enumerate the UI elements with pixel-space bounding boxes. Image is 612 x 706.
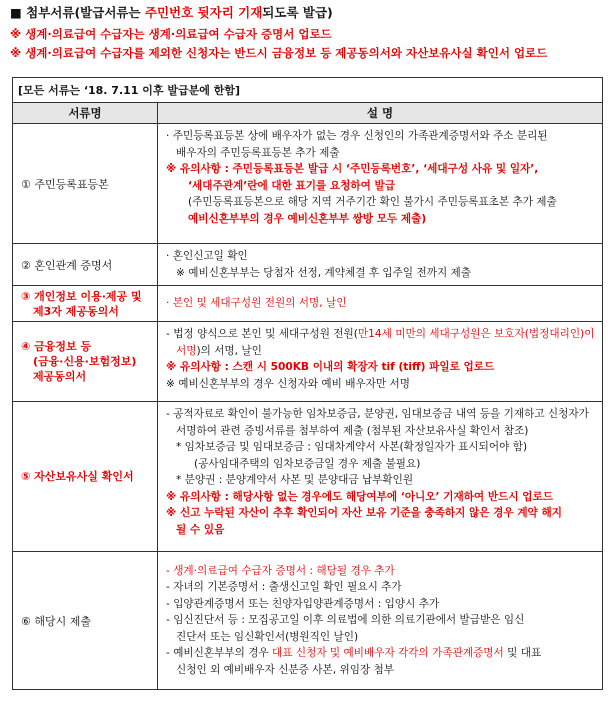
table-row	[13, 552, 603, 690]
desc-line: - 임신진단서 등 : 모집공고일 이후 의료법에 의한 의료기관에서 발급받은 임신	[166, 614, 525, 627]
desc-line: 진단서 또는 임신확인서(병원직인 날인)	[176, 630, 359, 643]
desc-line: * 분양권 : 분양계약서 사본 및 분양대금 납부확인원	[176, 474, 414, 486]
doc-name: ⑥ 해당시 제출	[13, 552, 158, 690]
table-caption: [모든 서류는 ‘18. 7.11 이후 발급분에 한함]	[13, 78, 603, 103]
doc-description	[158, 552, 603, 690]
desc-text: - 법정 양식으로 본인 및 세대구성원 전원(	[166, 328, 358, 340]
desc-line: ※ 예비신혼부부의 경우 신청자와 예비 배우자만 서명	[166, 377, 410, 390]
title-text: ■ 첨부서류(발급서류는	[10, 5, 145, 20]
desc-line: ※ 유의사항 : 스캔 시 500KB 이내의 확장자 tif (tiff) 파일로 업로드	[166, 361, 495, 373]
desc-text: - 예비신혼부부의 경우	[166, 647, 273, 660]
desc-line: - 입양관계증명서 또는 친양자입양관계증명서 : 입양시 추가	[166, 597, 440, 610]
desc-line: 신청인 외 예비배우자 신분증 사본, 위임장 첨부	[176, 663, 395, 676]
desc-line: ※ 유의사항 : 해당사항 없는 경우에도 해당여부에 ‘아니오’ 기재하여 반드시 업로드	[166, 490, 553, 503]
desc-line: · 본인 및 세대구성원 전원의 서명, 날인	[166, 297, 347, 310]
desc-highlight: 서명	[176, 344, 197, 357]
doc-name: ① 주민등록표등본	[13, 124, 158, 244]
desc-text: 및 대표	[503, 647, 542, 660]
doc-description	[158, 124, 603, 244]
desc-line: 될 수 있음	[176, 523, 225, 536]
column-header-name: 서류명	[13, 103, 158, 124]
doc-name-line: ③ 개인정보 이용·제공 및	[21, 289, 142, 303]
doc-name-line: 제공동의서	[33, 370, 87, 383]
doc-description	[158, 322, 603, 402]
doc-name: ② 혼인관계 증명서	[13, 244, 158, 286]
title-highlight: 주민번호 뒷자리 기재	[144, 5, 263, 20]
desc-line: ※ 예비신혼부부는 당첨자 선정, 계약체결 후 입주일 전까지 제출	[176, 266, 472, 279]
desc-line: ※ 유의사항 : 주민등록표등본 발급 시 ‘주민등록번호’, ‘세대구성 사유 및 일자’,	[166, 163, 539, 175]
doc-name	[13, 322, 158, 402]
desc-line: 서명하여 관련 증빙서류를 첨부하여 제출 (첨부된 자산보유사실 확인서 참조)	[176, 424, 529, 437]
desc-highlight: 만14세 미만의 세대구성원은 보호자(법정대리인)이	[357, 328, 595, 340]
desc-line: · 주민등록표등본 상에 배우자가 없는 경우 신청인의 가족관계증명서와 주소 분리된	[166, 130, 548, 142]
desc-line: * 임차보증금 및 임대보증금 : 임대차계약서 사본(확정일자가 표시되어야 함)	[176, 441, 528, 453]
doc-name-line: ④ 금융정보 등	[21, 340, 92, 353]
desc-line: 예비신혼부부의 경우 예비신혼부부 쌍방 모두 제출)	[188, 212, 427, 225]
doc-name-line: 제3자 제공동의서	[33, 304, 119, 318]
note-1: ※ 생계·의료급여 수급자는 생계·의료급여 수급자 증명서 업로드	[10, 27, 332, 41]
doc-name	[13, 286, 158, 322]
documents-table	[12, 77, 603, 690]
desc-line: (공사임대주택의 임차보증금일 경우 제출 불필요)	[194, 457, 421, 470]
doc-description	[158, 244, 603, 286]
table-row	[13, 124, 603, 244]
desc-line: 배우자의 주민등록표등본 추가 제출	[176, 146, 340, 159]
title-text-end: 되도록 발급)	[262, 5, 333, 20]
note-2: ※ 생계·의료급여 수급자를 제외한 신청자는 반드시 금융정보 등 제공동의서와 자산보유사실 확인서 업로드	[10, 46, 548, 60]
doc-name: ⑤ 자산보유사실 확인서	[13, 402, 158, 552]
section-title	[10, 3, 333, 21]
desc-line: ‘세대주관계’란에 대한 표기를 요청하여 발급	[188, 179, 396, 192]
desc-line: - 공적자료로 확인이 불가능한 임차보증금, 분양권, 임대보증금 내역 등을 기재하고 신청자가	[166, 408, 589, 420]
table-row	[13, 286, 603, 322]
desc-text: )의 서명, 날인	[196, 344, 262, 357]
doc-description	[158, 286, 603, 322]
table-row	[13, 322, 603, 402]
desc-line: · 혼인신고일 확인	[166, 250, 248, 262]
doc-name-line: (금융·신용·보험정보)	[33, 355, 137, 368]
desc-highlight: 대표 신청자 및 예비배우자 각각의 가족관계증명서	[272, 647, 504, 660]
desc-line: - 생계·의료급여 수급자 증명서 : 해당될 경우 추가	[166, 564, 395, 577]
desc-line: - 자녀의 기본증명서 : 출생신고일 확인 필요시 추가	[166, 581, 402, 594]
table-row	[13, 244, 603, 286]
column-header-description: 설 명	[158, 103, 603, 124]
desc-line: ※ 신고 누락된 자산이 추후 확인되어 자산 보유 기준을 충족하지 않은 경우 계약 해지	[166, 507, 562, 519]
doc-description	[158, 402, 603, 552]
table-row	[13, 402, 603, 552]
desc-line: (주민등록표등본으로 해당 지역 거주기간 확인 불가시 주민등록표초본 추가 제출	[188, 196, 557, 208]
